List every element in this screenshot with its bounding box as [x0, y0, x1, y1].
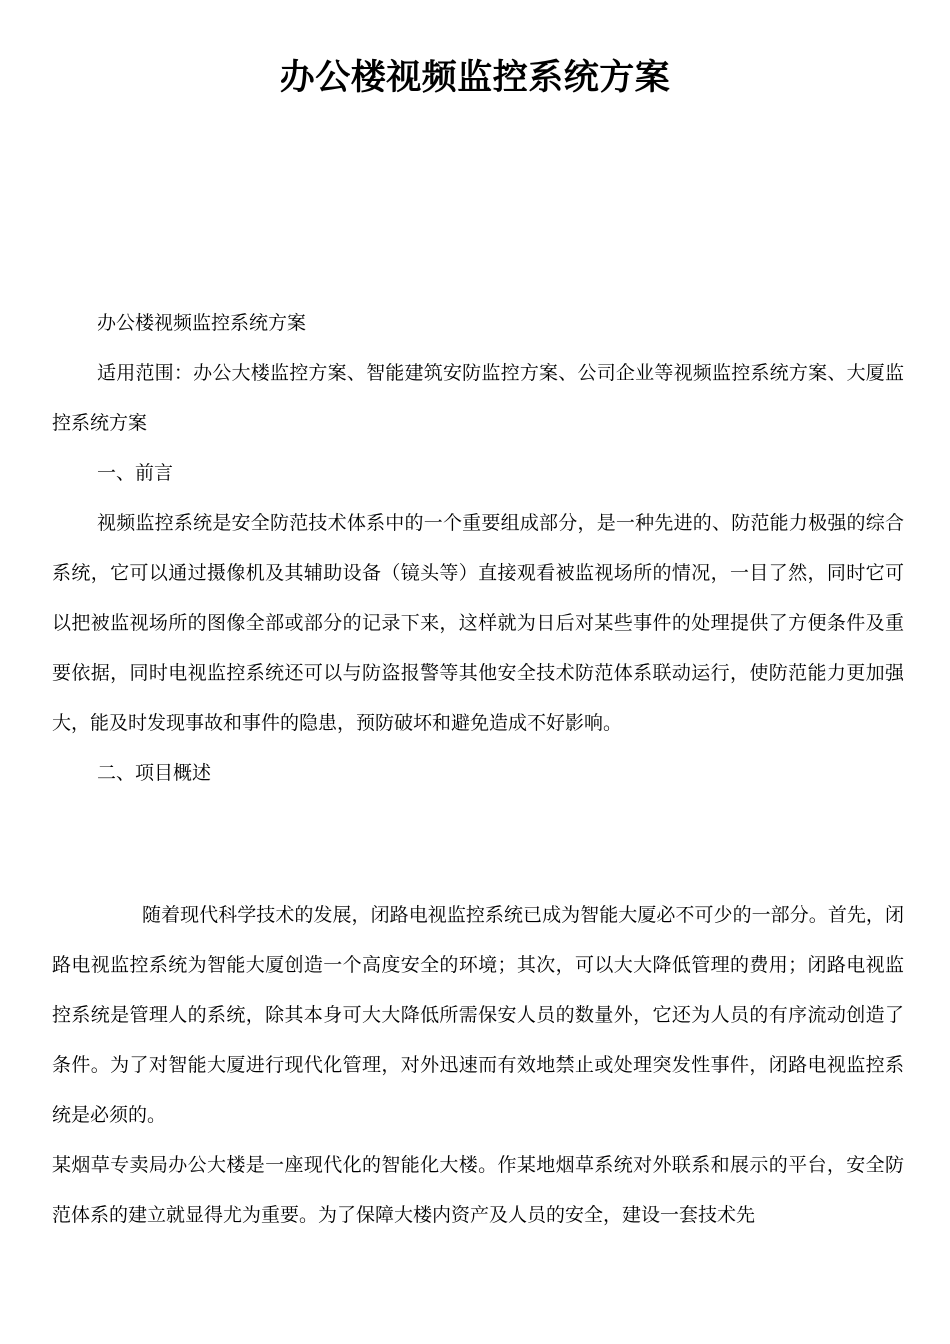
body-text-block [52, 298, 904, 798]
paragraph-foreword: 视频监控系统是安全防范技术体系中的一个重要组成部分，是一种先进的、防范能力极强的综合系统，它可以通过摄像机及其辅助设备（镜头等）直接观看被监视场所的情况，一目了然，同时它可以把被监视场所的图像全部或部分的记录下来，这样就为日后对某些事件的处理提供了方便条件及重要依据，同时电视监控系统还可以与防盗报警等其他安全技术防范体系联动运行，使防范能力更加强大，能及时发现事故和事件的隐患，预防破坏和避免造成不好影响。 [52, 512, 904, 734]
document-title: 办公楼视频监控系统方案 [279, 58, 671, 98]
paragraph-scope: 适用范围：办公大楼监控方案、智能建筑安防监控方案、公司企业等视频监控系统方案、大厦监控系统方案 [52, 362, 904, 434]
paragraph-subtitle: 办公楼视频监控系统方案 [97, 312, 307, 334]
paragraph-overview: 随着现代科学技术的发展，闭路电视监控系统已成为智能大厦必不可少的一部分。首先，闭路电视监控系统为智能大厦创造一个高度安全的环境；其次，可以大大降低管理的费用；闭路电视监控系统是管理人的系统，除其本身可大大降低所需保安人员的数量外，它还为人员的有序流动创造了条件。为了对智能大厦进行现代化管理，对外迅速而有效地禁止或处理突发性事件，闭路电视监控系统是必须的。 [52, 904, 904, 1126]
heading-project-overview: 二、项目概述 [97, 762, 212, 784]
paragraph-building: 某烟草专卖局办公大楼是一座现代化的智能化大楼。作某地烟草系统对外联系和展示的平台，安全防范体系的建立就显得尤为重要。为了保障大楼内资产及人员的安全，建设一套技术先 [52, 1154, 904, 1226]
heading-foreword: 一、前言 [97, 462, 174, 484]
body-text-block [52, 890, 904, 1240]
